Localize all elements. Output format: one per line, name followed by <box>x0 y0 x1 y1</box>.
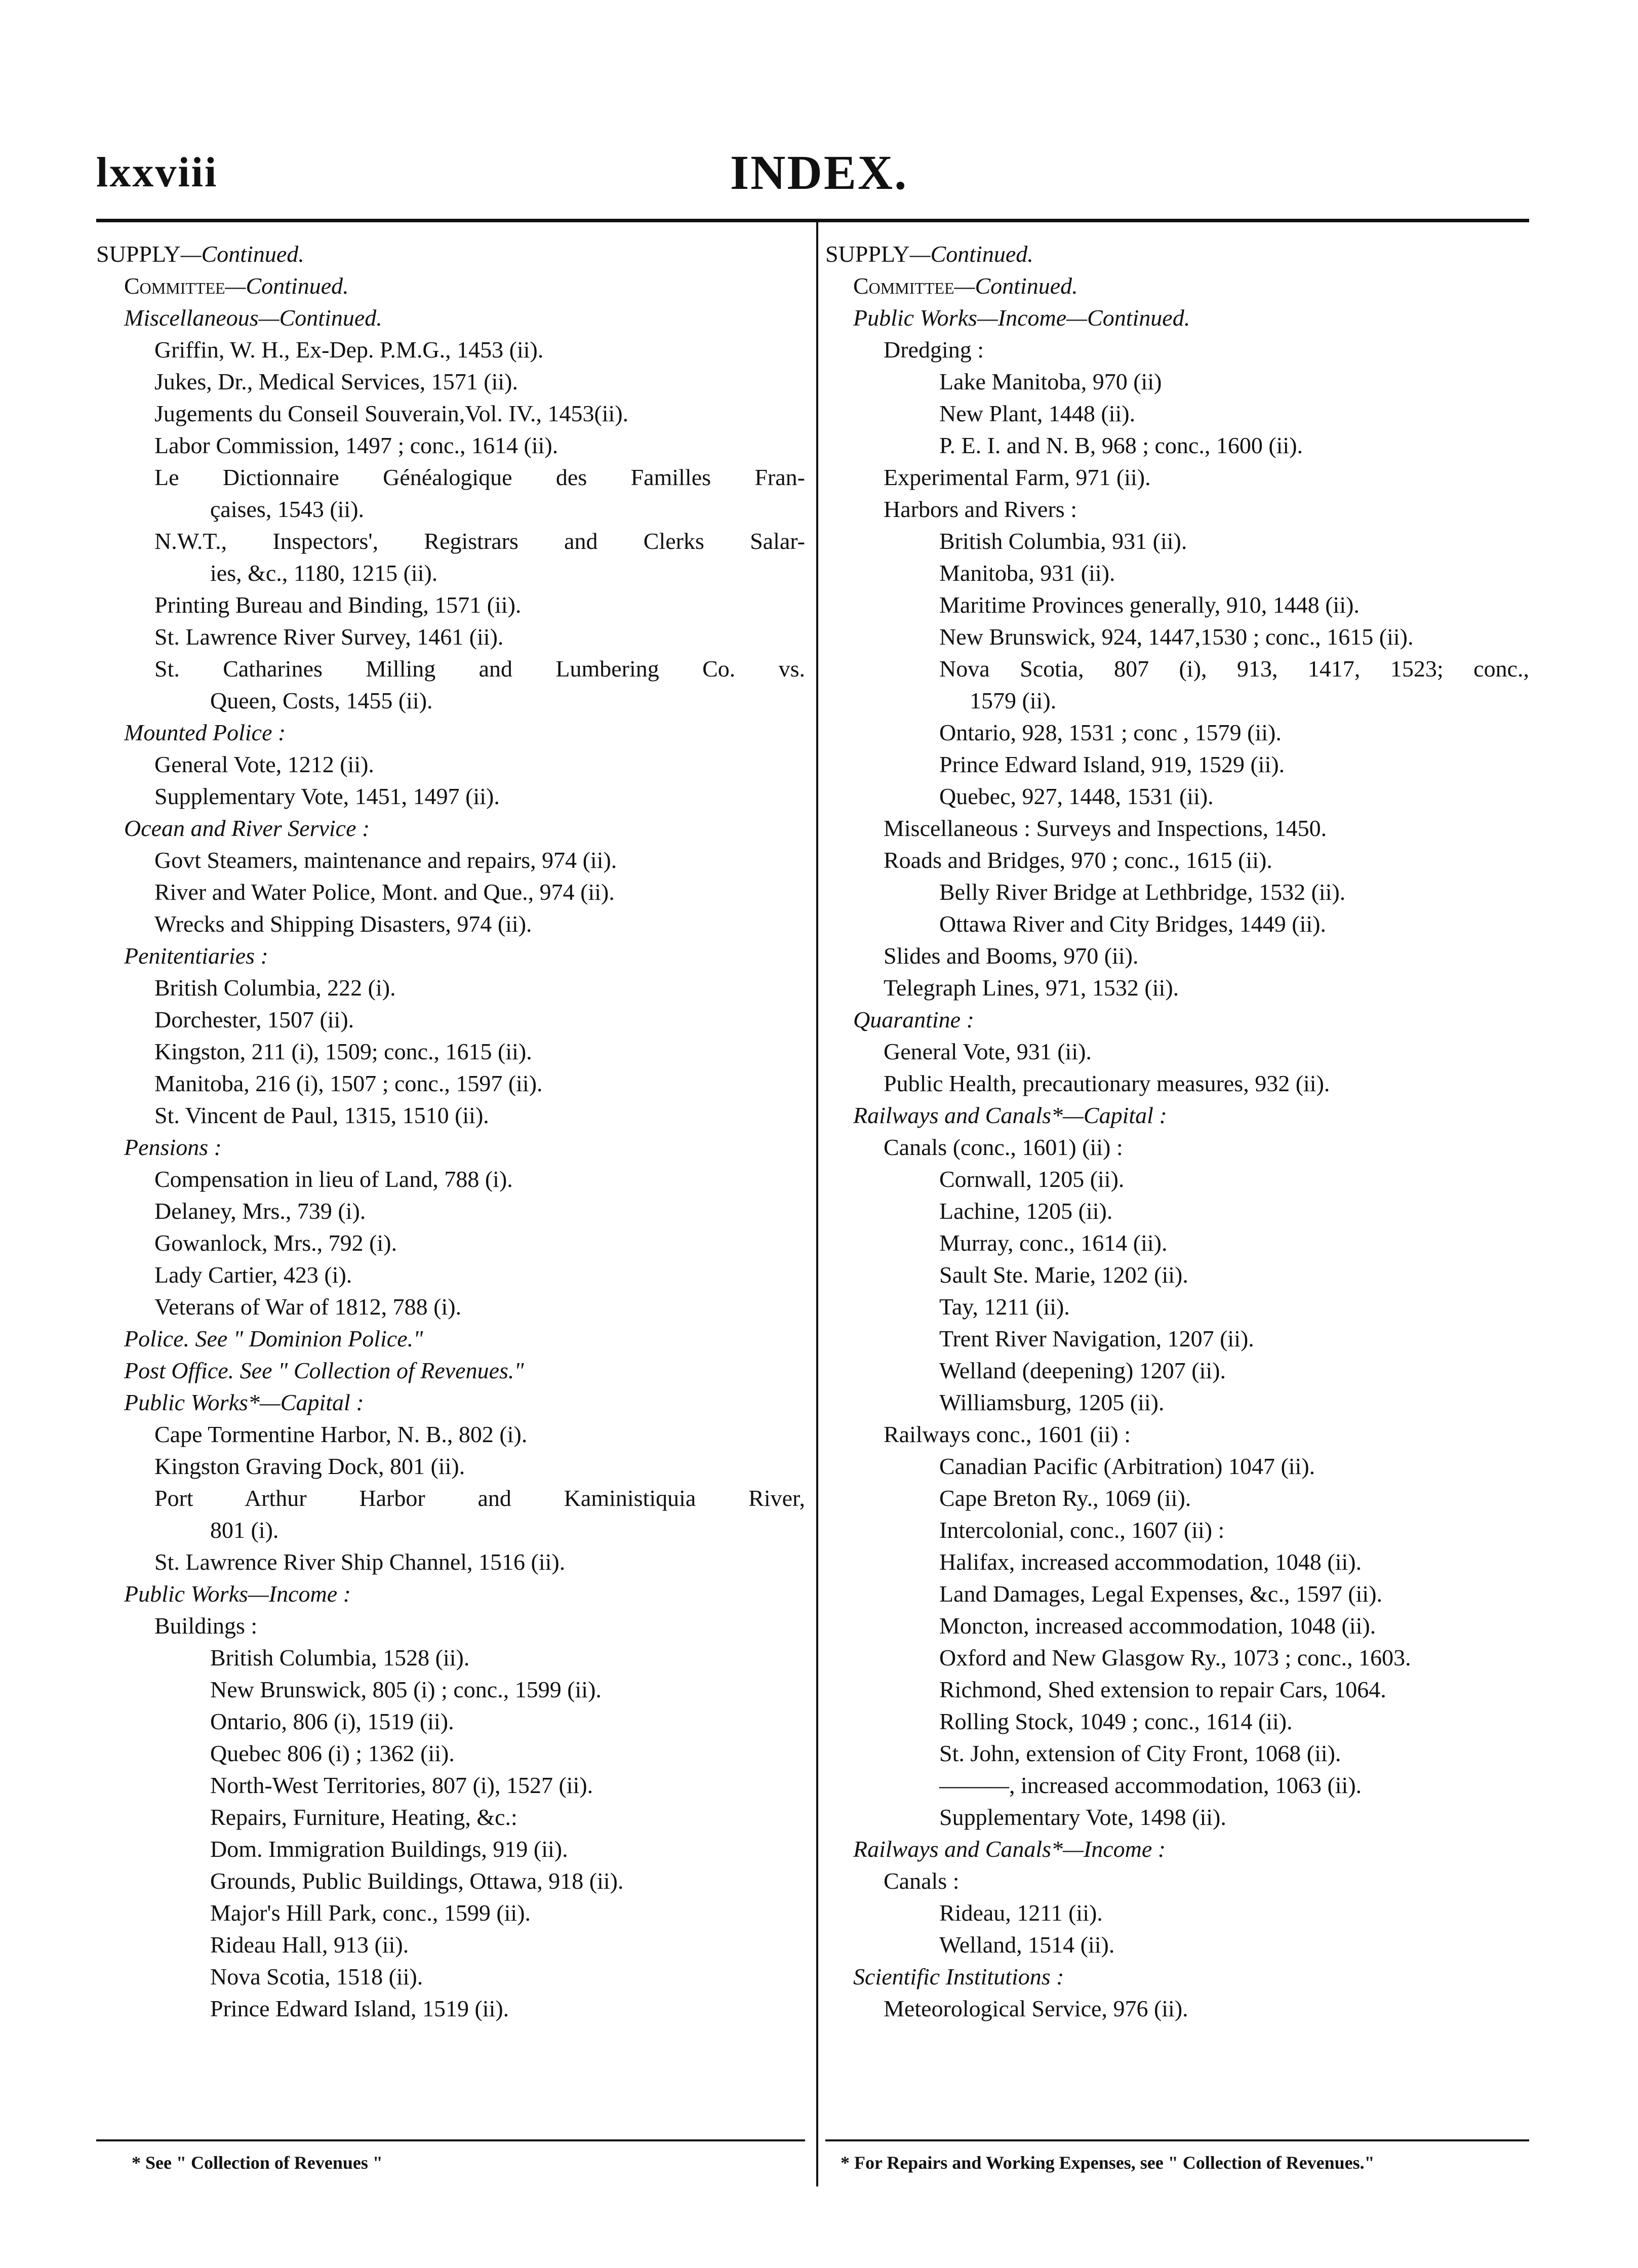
index-entry: Supplementary Vote, 1451, 1497 (ii). <box>154 783 500 809</box>
index-entry: Canals (conc., 1601) (ii) : <box>884 1134 1123 1160</box>
index-entry: Manitoba, 931 (ii). <box>939 560 1115 586</box>
index-entry: Ontario, 928, 1531 ; conc , 1579 (ii). <box>939 720 1282 745</box>
index-entry: Richmond, Shed extension to repair Cars, 1064. <box>939 1677 1386 1702</box>
index-entry: Halifax, increased accommodation, 1048 (ii). <box>939 1549 1362 1575</box>
left-entries <box>96 302 805 2024</box>
index-entry: Prince Edward Island, 919, 1529 (ii). <box>939 751 1285 777</box>
index-entry: Harbors and Rivers : <box>884 496 1077 522</box>
index-subheading: Mounted Police : <box>124 720 286 745</box>
index-entry: Jukes, Dr., Medical Services, 1571 (ii). <box>154 369 518 394</box>
right-column <box>825 238 1529 2112</box>
index-entry: 801 (i). <box>210 1517 279 1543</box>
index-entry: Cornwall, 1205 (ii). <box>939 1166 1125 1192</box>
index-entry: Rideau, 1211 (ii). <box>939 1900 1103 1926</box>
heading-word: SUPPLY <box>96 241 181 267</box>
index-subheading: Railways and Canals*—Income : <box>853 1836 1166 1862</box>
index-entry: Le Dictionnaire Généalogique des Familles Fran- <box>154 464 805 490</box>
index-entry: Public Health, precautionary measures, 932 (ii). <box>884 1070 1330 1096</box>
header-rule <box>96 219 1529 222</box>
index-subheading: Pensions : <box>124 1134 222 1160</box>
page-title: INDEX. <box>730 145 908 200</box>
heading-word: SUPPLY <box>825 241 910 267</box>
left-footer-rule <box>96 2139 805 2141</box>
index-entry: Nova Scotia, 1518 (ii). <box>210 1964 423 1990</box>
index-entry: British Columbia, 222 (i). <box>154 975 396 1001</box>
index-entry: British Columbia, 1528 (ii). <box>210 1645 470 1670</box>
index-subheading: Quarantine : <box>853 1007 974 1032</box>
index-entry: Quebec, 927, 1448, 1531 (ii). <box>939 783 1214 809</box>
index-entry: Griffin, W. H., Ex-Dep. P.M.G., 1453 (ii). <box>154 337 544 363</box>
index-entry: Kingston, 211 (i), 1509; conc., 1615 (ii). <box>154 1039 532 1064</box>
index-entry: Queen, Costs, 1455 (ii). <box>210 688 433 713</box>
index-entry: Experimental Farm, 971 (ii). <box>884 464 1151 490</box>
index-entry: Meteorological Service, 976 (ii). <box>884 1996 1188 2021</box>
left-footnote: * See " Collection of Revenues " <box>132 2153 383 2173</box>
index-entry: Post Office. See " Collection of Revenues." <box>124 1358 524 1383</box>
index-entry: Grounds, Public Buildings, Ottawa, 918 (ii). <box>210 1868 624 1894</box>
index-entry: Dredging : <box>884 337 984 363</box>
index-entry: St. John, extension of City Front, 1068 (ii). <box>939 1740 1341 1766</box>
index-entry: Nova Scotia, 807 (i), 913, 1417, 1523; conc., <box>939 656 1529 682</box>
index-entry: N.W.T., Inspectors', Registrars and Clerks Salar- <box>154 528 805 554</box>
index-entry: Lake Manitoba, 970 (ii) <box>939 369 1162 394</box>
subheading-word: Committee <box>124 273 225 299</box>
index-entry: St. Lawrence River Survey, 1461 (ii). <box>154 624 504 650</box>
index-subheading: Ocean and River Service : <box>124 815 370 841</box>
index-entry: Slides and Booms, 970 (ii). <box>884 943 1139 969</box>
index-entry: British Columbia, 931 (ii). <box>939 528 1187 554</box>
index-entry: Major's Hill Park, conc., 1599 (ii). <box>210 1900 531 1926</box>
index-entry: Printing Bureau and Binding, 1571 (ii). <box>154 592 522 618</box>
index-entry: Police. See " Dominion Police." <box>124 1326 423 1351</box>
index-entry: Roads and Bridges, 970 ; conc., 1615 (ii). <box>884 847 1272 873</box>
index-entry: Rideau Hall, 913 (ii). <box>210 1932 409 1958</box>
index-entry: Railways conc., 1601 (ii) : <box>884 1421 1131 1447</box>
page-number: lxxviii <box>96 149 218 196</box>
index-entry: North-West Territories, 807 (i), 1527 (ii). <box>210 1772 593 1798</box>
index-entry: Wrecks and Shipping Disasters, 974 (ii). <box>154 911 532 937</box>
index-entry: Jugements du Conseil Souverain,Vol. IV., 1453(ii). <box>154 401 629 426</box>
index-entry: Canals : <box>884 1868 960 1894</box>
index-entry: Williamsburg, 1205 (ii). <box>939 1389 1165 1415</box>
index-entry: Delaney, Mrs., 739 (i). <box>154 1198 366 1224</box>
left-column <box>96 238 805 2112</box>
index-entry: Belly River Bridge at Lethbridge, 1532 (ii). <box>939 879 1346 905</box>
index-entry: Rolling Stock, 1049 ; conc., 1614 (ii). <box>939 1708 1293 1734</box>
index-entry: Cape Breton Ry., 1069 (ii). <box>939 1485 1191 1511</box>
right-heading-main <box>825 238 1529 270</box>
index-entry: Buildings : <box>154 1613 258 1639</box>
index-entry: Prince Edward Island, 1519 (ii). <box>210 1996 509 2021</box>
index-subheading: Public Works—Income : <box>124 1581 351 1607</box>
index-entry: Dom. Immigration Buildings, 919 (ii). <box>210 1836 568 1862</box>
index-entry: Maritime Provinces generally, 910, 1448 (ii). <box>939 592 1360 618</box>
index-subheading: Penitentiaries : <box>124 943 268 969</box>
index-entry: New Plant, 1448 (ii). <box>939 401 1136 426</box>
index-entry: General Vote, 1212 (ii). <box>154 751 374 777</box>
index-entry: Lachine, 1205 (ii). <box>939 1198 1113 1224</box>
index-entry: çaises, 1543 (ii). <box>210 496 365 522</box>
index-subheading: Miscellaneous—Continued. <box>124 305 382 331</box>
index-entry: New Brunswick, 805 (i) ; conc., 1599 (ii). <box>210 1677 602 1702</box>
index-entry: Moncton, increased accommodation, 1048 (ii). <box>939 1613 1376 1639</box>
index-entry: ies, &c., 1180, 1215 (ii). <box>210 560 438 586</box>
index-entry: Miscellaneous : Surveys and Inspections, 1450. <box>884 815 1327 841</box>
index-entry: Supplementary Vote, 1498 (ii). <box>939 1804 1226 1830</box>
index-subheading: Public Works—Income—Continued. <box>853 305 1190 331</box>
index-entry: Murray, conc., 1614 (ii). <box>939 1230 1168 1256</box>
index-entry: Port Arthur Harbor and Kaministiquia River, <box>154 1485 805 1511</box>
right-footer-rule <box>825 2139 1529 2141</box>
index-entry: Welland, 1514 (ii). <box>939 1932 1115 1958</box>
subheading-continued: —Continued. <box>225 273 349 299</box>
index-entry: Manitoba, 216 (i), 1507 ; conc., 1597 (ii). <box>154 1070 543 1096</box>
index-entry: Kingston Graving Dock, 801 (ii). <box>154 1453 465 1479</box>
index-entry: Telegraph Lines, 971, 1532 (ii). <box>884 975 1179 1001</box>
index-entry: P. E. I. and N. B, 968 ; conc., 1600 (ii). <box>939 432 1303 458</box>
index-entry: Tay, 1211 (ii). <box>939 1294 1070 1320</box>
index-entry: Lady Cartier, 423 (i). <box>154 1262 352 1288</box>
index-subheading: Scientific Institutions : <box>853 1964 1064 1990</box>
index-entry: Trent River Navigation, 1207 (ii). <box>939 1326 1254 1351</box>
right-footnote: * For Repairs and Working Expenses, see " Collection of Revenues." <box>841 2153 1375 2173</box>
index-entry: Land Damages, Legal Expenses, &c., 1597 (ii). <box>939 1581 1383 1607</box>
index-entry: Canadian Pacific (Arbitration) 1047 (ii). <box>939 1453 1315 1479</box>
index-entry: Gowanlock, Mrs., 792 (i). <box>154 1230 397 1256</box>
index-entry: Repairs, Furniture, Heating, &c.: <box>210 1804 517 1830</box>
index-entry: Welland (deepening) 1207 (ii). <box>939 1358 1226 1383</box>
index-subheading: Public Works*—Capital : <box>124 1389 364 1415</box>
subheading-word: Committee <box>853 273 954 299</box>
heading-continued: —Continued. <box>180 241 304 267</box>
index-entry: Govt Steamers, maintenance and repairs, 974 (ii). <box>154 847 617 873</box>
subheading-continued: —Continued. <box>954 273 1078 299</box>
index-entry: Compensation in lieu of Land, 788 (i). <box>154 1166 513 1192</box>
index-entry: St. Vincent de Paul, 1315, 1510 (ii). <box>154 1102 489 1128</box>
index-entry: Labor Commission, 1497 ; conc., 1614 (ii). <box>154 432 558 458</box>
column-divider <box>816 222 818 2186</box>
index-entry: St. Lawrence River Ship Channel, 1516 (ii). <box>154 1549 566 1575</box>
index-entry: River and Water Police, Mont. and Que., 974 (ii). <box>154 879 615 905</box>
right-heading-sub <box>825 270 1529 302</box>
index-entry: Cape Tormentine Harbor, N. B., 802 (i). <box>154 1421 528 1447</box>
index-entry: Sault Ste. Marie, 1202 (ii). <box>939 1262 1188 1288</box>
index-entry: Veterans of War of 1812, 788 (i). <box>154 1294 462 1320</box>
index-subheading: Railways and Canals*—Capital : <box>853 1102 1167 1128</box>
right-entries <box>825 302 1529 2024</box>
index-entry: Ontario, 806 (i), 1519 (ii). <box>210 1708 454 1734</box>
index-entry: Intercolonial, conc., 1607 (ii) : <box>939 1517 1225 1543</box>
index-entry: Quebec 806 (i) ; 1362 (ii). <box>210 1740 455 1766</box>
left-heading-sub <box>96 270 805 302</box>
left-heading-main <box>96 238 805 270</box>
index-entry: 1579 (ii). <box>970 688 1057 713</box>
index-entry: ———, increased accommodation, 1063 (ii). <box>939 1772 1362 1798</box>
index-entry: Ottawa River and City Bridges, 1449 (ii). <box>939 911 1326 937</box>
index-entry: St. Catharines Milling and Lumbering Co. vs. <box>154 656 805 682</box>
index-entry: Oxford and New Glasgow Ry., 1073 ; conc., 1603. <box>939 1645 1411 1670</box>
heading-continued: —Continued. <box>909 241 1033 267</box>
index-entry: New Brunswick, 924, 1447,1530 ; conc., 1615 (ii). <box>939 624 1414 650</box>
index-entry: General Vote, 931 (ii). <box>884 1039 1092 1064</box>
index-entry: Dorchester, 1507 (ii). <box>154 1007 354 1032</box>
